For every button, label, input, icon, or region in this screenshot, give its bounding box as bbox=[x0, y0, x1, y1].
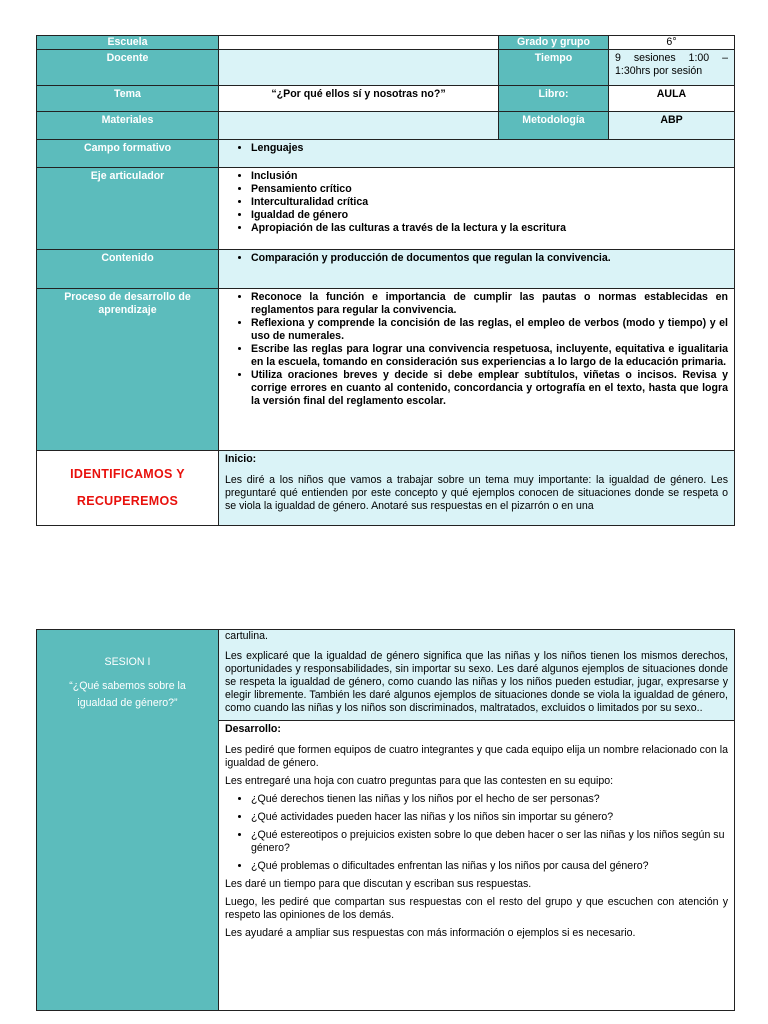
materiales-label: Materiales bbox=[37, 112, 219, 140]
contenido-item: • Comparación y producción de documentos que regulan la convivencia. bbox=[251, 252, 728, 265]
escuela-label: Escuela bbox=[37, 36, 219, 50]
pregunta-item: • ¿Qué problemas o dificultades enfrentan las niñas y los niños por causa del género? bbox=[251, 860, 728, 873]
libro-value: AULA bbox=[609, 86, 735, 112]
eje-value bbox=[219, 168, 735, 250]
docente-label: Docente bbox=[37, 50, 219, 86]
eje-item: • Igualdad de género bbox=[251, 209, 728, 222]
inicio-title: Inicio: bbox=[225, 453, 257, 465]
desarrollo-paragraph: Les ayudaré a ampliar sus respuestas con más información o ejemplos si es necesario. bbox=[225, 927, 636, 939]
planning-table-1 bbox=[36, 35, 735, 526]
desarrollo-paragraph: Les pediré que formen equipos de cuatro integrantes y que cada equipo elija un nombre relacionado con la igualdad de género. bbox=[225, 744, 728, 769]
eje-item: • Interculturalidad crítica bbox=[251, 196, 728, 209]
proceso-label: Proceso de desarrollo de aprendizaje bbox=[37, 289, 219, 451]
desarrollo-paragraph: Luego, les pediré que compartan sus respuestas con el resto del grupo y que escuchen con atención y respeto las opiniones de los demás. bbox=[225, 896, 728, 921]
metodologia-value: ABP bbox=[609, 112, 735, 140]
eje-item: • Inclusión bbox=[251, 170, 728, 183]
eje-item: • Apropiación de las culturas a través de la lectura y la escritura bbox=[251, 222, 728, 235]
desarrollo-paragraph: Les daré un tiempo para que discutan y escriban sus respuestas. bbox=[225, 878, 532, 890]
grado-label: Grado y grupo bbox=[499, 36, 609, 50]
proceso-value bbox=[219, 289, 735, 451]
inicio-cell bbox=[219, 451, 735, 526]
grado-value: 6° bbox=[609, 36, 735, 50]
pregunta-item: • ¿Qué estereotipos o prejuicios existen sobre lo que deben hacer o ser las niñas y los niños según su género? bbox=[251, 829, 728, 855]
eje-item: • Pensamiento crítico bbox=[251, 183, 728, 196]
proceso-item: • Reflexiona y comprende la concisión de las reglas, el empleo de verbos (modo y tiempo) y el uso de numerales. bbox=[251, 317, 728, 343]
inicio-paragraph-2: Les explicaré que la igualdad de género significa que las niñas y los niños tienen los mismos derechos, oportunidades y responsabilidades, sin importar su sexo. Les daré algunos ejemplos de situaciones donde se respeta la igualdad de género, como cuando las niñas y los niños pueden estudiar, jugar, expresarse y elegir libremente. También les daré algunos ejemplos de situaciones donde se viola la igualdad de género, como cuando las niñas y los niños son discriminados, maltratados, excluidos o limitados por su sexo.. bbox=[225, 650, 728, 714]
sesion-title: SESION I bbox=[104, 656, 151, 668]
campo-label: Campo formativo bbox=[37, 140, 219, 168]
desarrollo-title: Desarrollo: bbox=[225, 723, 281, 735]
planning-table-2 bbox=[36, 629, 735, 1011]
inicio-cont-cell bbox=[219, 630, 735, 721]
campo-item: • Lenguajes bbox=[251, 142, 728, 155]
pregunta-item: • ¿Qué derechos tienen las niñas y los niños por el hecho de ser personas? bbox=[251, 793, 728, 806]
metodologia-label: Metodología bbox=[499, 112, 609, 140]
tema-value: “¿Por qué ellos sí y nosotras no?” bbox=[219, 86, 499, 112]
proceso-item: • Escribe las reglas para lograr una convivencia respetuosa, incluyente, equitativa e igualitaria en la escuela, tomando en consideración sus experiencias a lo largo de la educación primaria. bbox=[251, 343, 728, 369]
contenido-value bbox=[219, 250, 735, 289]
materiales-value bbox=[219, 112, 499, 140]
desarrollo-cell bbox=[219, 721, 735, 1011]
identificamos-line1: IDENTIFICAMOS Y bbox=[70, 467, 185, 481]
tema-label: Tema bbox=[37, 86, 219, 112]
eje-label: Eje articulador bbox=[37, 168, 219, 250]
identificamos-cell bbox=[37, 451, 219, 526]
proceso-item: • Reconoce la función e importancia de cumplir las pautas o normas establecidas en reglamentos para regular la convivencia. bbox=[251, 291, 728, 317]
sesion-cell bbox=[37, 630, 219, 1011]
libro-label: Libro: bbox=[499, 86, 609, 112]
identificamos-line2: RECUPEREMOS bbox=[76, 494, 179, 508]
docente-value bbox=[219, 50, 499, 86]
pregunta-item: • ¿Qué actividades pueden hacer las niñas y los niños sin importar su género? bbox=[251, 811, 728, 824]
desarrollo-paragraph: Les entregaré una hoja con cuatro preguntas para que las contesten en su equipo: bbox=[225, 775, 614, 787]
inicio-cont-line: cartulina. bbox=[225, 630, 268, 642]
contenido-label: Contenido bbox=[37, 250, 219, 289]
sesion-subtitle: “¿Qué sabemos sobre la igualdad de género?” bbox=[69, 680, 186, 709]
tiempo-value: 9 sesiones 1:00 – 1:30hrs por sesión bbox=[609, 50, 735, 86]
inicio-text: Les diré a los niños que vamos a trabajar sobre un tema muy importante: la igualdad de género. Les preguntaré qué entienden por este concepto y qué ejemplos conocen de situaciones donde se respeta o se viola la igualdad de género. Anotaré sus respuestas en el pizarrón o en una bbox=[225, 474, 728, 512]
campo-value bbox=[219, 140, 735, 168]
proceso-item: • Utiliza oraciones breves y decide si debe emplear subtítulos, viñetas o incisos. Revisa y corrige errores en cuanto al contenido, concordancia y ortografía en el texto, hasta que logra la versión final del reglamento escolar. bbox=[251, 369, 728, 408]
tiempo-label: Tiempo bbox=[499, 50, 609, 86]
escuela-value bbox=[219, 36, 499, 50]
